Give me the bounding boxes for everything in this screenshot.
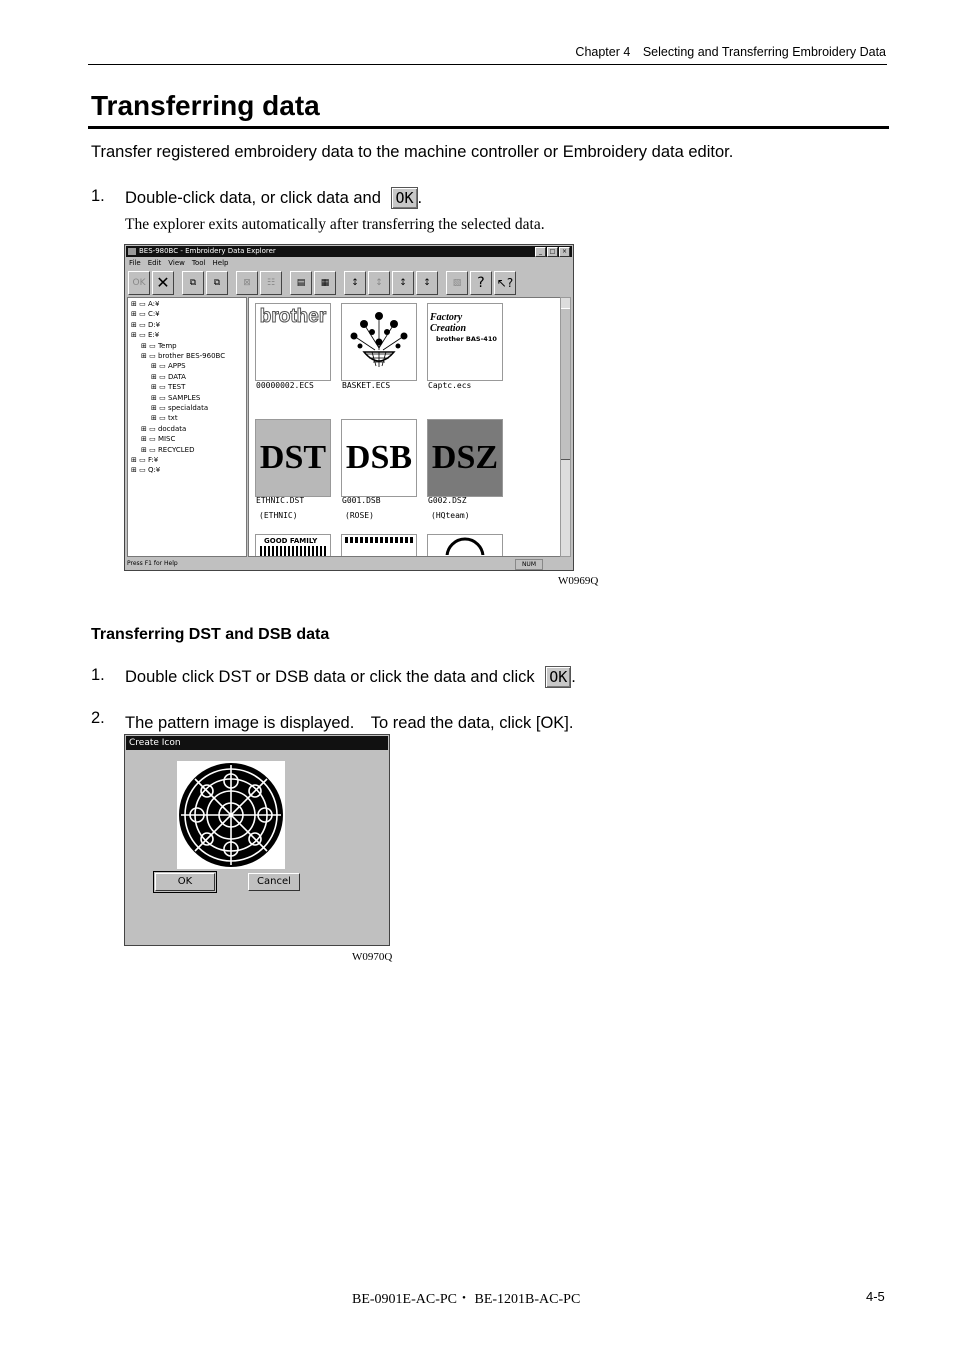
cancel-button[interactable]: Cancel xyxy=(248,873,300,891)
tree-item-label: C:¥ xyxy=(147,310,160,319)
tree-item[interactable] xyxy=(151,404,208,412)
close-icon[interactable]: × xyxy=(559,247,570,257)
folder-icon: ▭ xyxy=(149,424,158,433)
ok-button-image: OK xyxy=(391,187,417,209)
folder-icon: ▭ xyxy=(139,466,148,475)
footer-model: BE-0901E-AC-PC・ BE-1201B-AC-PC xyxy=(352,1292,581,1307)
delete-icon[interactable]: ⊠ xyxy=(236,271,258,295)
thumbnail-dsz[interactable]: DSZ xyxy=(427,419,503,497)
folder-icon: ▭ xyxy=(149,352,158,360)
folder-icon: ▭ xyxy=(139,331,148,340)
step-2-text: The pattern image is displayed. To read the data, click [OK]. xyxy=(125,714,574,732)
header-rule xyxy=(88,64,887,65)
pattern-preview xyxy=(177,761,285,869)
folder-icon: ▭ xyxy=(159,404,168,412)
expand-icon[interactable]: ⊞ xyxy=(141,424,150,433)
tree-item[interactable] xyxy=(151,394,200,402)
sort-date-icon[interactable]: ↕ xyxy=(368,271,390,295)
status-text: Press F1 for Help xyxy=(127,560,178,567)
tree-item-label: E:¥ xyxy=(147,331,160,340)
flower-border-graphic xyxy=(345,537,413,543)
app-icon xyxy=(128,248,136,255)
tree-item[interactable] xyxy=(151,414,178,422)
tree-item-label: SAMPLES xyxy=(167,393,201,402)
folder-icon: ▭ xyxy=(139,320,148,329)
expand-icon[interactable]: ⊞ xyxy=(131,456,140,464)
intro-text: Transfer registered embroidery data to the machine controller or Embroidery data editor. xyxy=(91,143,734,161)
folder-icon: ▭ xyxy=(139,300,148,308)
thumbnail[interactable] xyxy=(255,534,331,557)
num-lock-indicator: NUM xyxy=(515,559,543,570)
tree-item-label: DATA xyxy=(167,372,186,381)
folder-tree[interactable] xyxy=(127,297,247,557)
tree-item[interactable] xyxy=(151,373,186,381)
tree-item[interactable] xyxy=(141,435,175,443)
menu-tool[interactable]: Tool xyxy=(191,259,206,267)
thumbnail-caption: G002.DSZ xyxy=(428,496,467,505)
help-icon[interactable]: ? xyxy=(470,271,492,295)
running-header: Chapter 4 Selecting and Transferring Embroidery Data xyxy=(575,45,886,59)
step-1-text: Double click DST or DSB data or click the data and click xyxy=(125,668,535,686)
expand-icon[interactable]: ⊞ xyxy=(141,341,150,350)
expand-icon[interactable]: ⊞ xyxy=(151,362,160,371)
thumbnail-caption: Captc.ecs xyxy=(428,381,472,390)
folder-icon: ▭ xyxy=(139,310,148,319)
tree-item[interactable] xyxy=(131,310,160,318)
menu-file[interactable]: File xyxy=(129,259,141,267)
thumbnail-subcaption: (ETHNIC) xyxy=(259,511,298,520)
paste-icon[interactable]: ⧉ xyxy=(206,271,228,295)
expand-icon[interactable]: ⊞ xyxy=(141,435,150,444)
explorer-window xyxy=(124,244,574,571)
thumbnail-dst[interactable]: DST xyxy=(255,419,331,497)
expand-icon[interactable]: ⊞ xyxy=(151,383,160,392)
scrollbar-thumb[interactable] xyxy=(561,308,570,460)
brother-logo: brother xyxy=(259,306,327,327)
tree-item-label: Temp xyxy=(157,341,177,350)
thumbnail[interactable] xyxy=(427,534,503,557)
tree-item[interactable] xyxy=(131,456,158,464)
thumbnail-dsb[interactable]: DSB xyxy=(341,419,417,497)
sort-name-icon[interactable]: ↕ xyxy=(344,271,366,295)
thumbnail-caption: 00000002.ECS xyxy=(256,381,314,390)
create-icon-dialog xyxy=(124,734,390,946)
expand-icon[interactable]: ⊞ xyxy=(131,310,140,319)
tree-item[interactable] xyxy=(141,352,225,360)
cancel-x-icon[interactable]: ✕ xyxy=(152,271,174,295)
tree-item-label: APPS xyxy=(167,362,186,371)
tree-item-label: A:¥ xyxy=(147,300,160,308)
dialog-title: Create Icon xyxy=(126,736,388,750)
expand-icon[interactable]: ⊞ xyxy=(151,414,160,423)
tree-item-label: specialdata xyxy=(167,404,209,412)
thumbnail-caption: BASKET.ECS xyxy=(342,381,391,390)
menu-bar xyxy=(129,259,228,267)
expand-icon[interactable]: ⊞ xyxy=(151,372,160,381)
expand-icon[interactable]: ⊞ xyxy=(151,404,160,412)
expand-icon[interactable]: ⊞ xyxy=(141,445,150,454)
thumbnail-caption: G001.DSB xyxy=(342,496,381,505)
tree-item[interactable] xyxy=(131,300,159,308)
list-view-icon[interactable]: ☷ xyxy=(260,271,282,295)
basket-image xyxy=(342,304,416,380)
sort-size-icon[interactable]: ↕ xyxy=(392,271,414,295)
figure-code: W0970Q xyxy=(352,951,393,963)
tree-item-label: Q:¥ xyxy=(147,466,161,475)
expand-icon[interactable]: ⊞ xyxy=(131,331,140,340)
figure-code: W0969Q xyxy=(558,575,599,587)
tree-item-label: brother BES-960BC xyxy=(157,352,226,360)
title-rule xyxy=(88,126,889,129)
folder-icon: ▭ xyxy=(149,341,158,350)
folder-icon: ▭ xyxy=(159,362,168,371)
folder-icon: ▭ xyxy=(159,414,168,423)
tree-item-label: docdata xyxy=(157,424,187,433)
tree-item-label: TEST xyxy=(167,383,186,392)
step-1-text: Double-click data, or click data and xyxy=(125,189,381,207)
thumbnail[interactable] xyxy=(341,303,417,381)
subsection-title: Transferring DST and DSB data xyxy=(91,626,330,643)
toolbar xyxy=(128,270,570,296)
thumbnail[interactable] xyxy=(255,303,331,381)
expand-icon[interactable]: ⊞ xyxy=(131,320,140,329)
page-title: Transferring data xyxy=(91,90,320,121)
step-number: 1. xyxy=(91,666,105,684)
step-number: 2. xyxy=(91,709,105,727)
step-note: The explorer exits automatically after transferring the selected data. xyxy=(125,216,545,233)
menu-edit[interactable]: Edit xyxy=(147,259,162,267)
expand-icon[interactable]: ⊞ xyxy=(131,466,140,475)
step-number: 1. xyxy=(91,187,105,205)
copy-icon[interactable]: ⧉ xyxy=(182,271,204,295)
tree-item-label: F:¥ xyxy=(147,456,159,464)
status-bar xyxy=(127,559,571,568)
folder-icon: ▭ xyxy=(149,435,158,444)
tree-item[interactable] xyxy=(141,425,186,433)
vertical-scrollbar[interactable] xyxy=(560,297,571,557)
tree-item-label: txt xyxy=(167,414,178,423)
ok-tool-button[interactable]: OK xyxy=(128,271,150,295)
details-view-icon[interactable]: ▤ xyxy=(290,271,312,295)
menu-view[interactable]: View xyxy=(168,259,185,267)
circle-pattern-graphic xyxy=(428,535,502,555)
thumbnail-pane xyxy=(248,297,562,557)
step-text: Double-click data, or click data and OK . xyxy=(125,189,423,207)
thumbnail[interactable] xyxy=(341,534,417,557)
thumbnail[interactable] xyxy=(427,303,503,381)
tree-item-label: MISC xyxy=(157,435,176,444)
tree-item[interactable] xyxy=(131,321,160,329)
pattern-graphic xyxy=(260,546,326,557)
menu-help[interactable]: Help xyxy=(212,259,229,267)
tree-item-label: RECYCLED xyxy=(157,445,195,454)
minimize-icon[interactable]: _ xyxy=(535,247,546,257)
tree-item[interactable] xyxy=(151,383,185,391)
good-family-logo: GOOD FAMILY xyxy=(264,537,318,545)
properties-icon[interactable]: ▧ xyxy=(446,271,468,295)
tree-item[interactable] xyxy=(131,331,159,339)
folder-icon: ▭ xyxy=(159,372,168,381)
context-help-icon[interactable]: ↖? xyxy=(494,271,516,295)
expand-icon[interactable]: ⊞ xyxy=(131,300,140,308)
expand-icon[interactable]: ⊞ xyxy=(151,393,160,402)
expand-icon[interactable]: ⊞ xyxy=(141,352,150,360)
folder-icon: ▭ xyxy=(139,456,148,464)
thumbnail-subcaption: (ROSE) xyxy=(345,511,374,520)
step-text: Double click DST or DSB data or click the data and click OK . xyxy=(125,668,576,686)
tree-item[interactable] xyxy=(141,446,194,454)
factory-creation-logo: Factory Creation xyxy=(430,312,467,334)
ok-button[interactable]: OK xyxy=(155,873,215,891)
tree-item[interactable] xyxy=(131,466,160,474)
window-titlebar xyxy=(126,246,572,257)
page-number: 4-5 xyxy=(866,1289,885,1304)
folder-icon: ▭ xyxy=(159,393,168,402)
tree-item[interactable] xyxy=(141,342,177,350)
thumbnail-caption: ETHNIC.DST xyxy=(256,496,305,505)
tree-item[interactable] xyxy=(151,362,186,370)
embroidery-pattern-image xyxy=(177,761,285,869)
bas410-label: brother BAS-410 xyxy=(436,335,497,343)
window-title: BES-980BC - Embroidery Data Explorer xyxy=(139,247,276,255)
maximize-icon[interactable]: □ xyxy=(547,247,558,257)
ok-button-image: OK xyxy=(545,666,571,688)
folder-icon: ▭ xyxy=(159,383,168,392)
tree-item-label: D:¥ xyxy=(147,320,161,329)
thumbnail-subcaption: (HQteam) xyxy=(431,511,470,520)
thumbnail-view-icon[interactable]: ▦ xyxy=(314,271,336,295)
sort-number-icon[interactable]: ↕ xyxy=(416,271,438,295)
folder-icon: ▭ xyxy=(149,445,158,454)
